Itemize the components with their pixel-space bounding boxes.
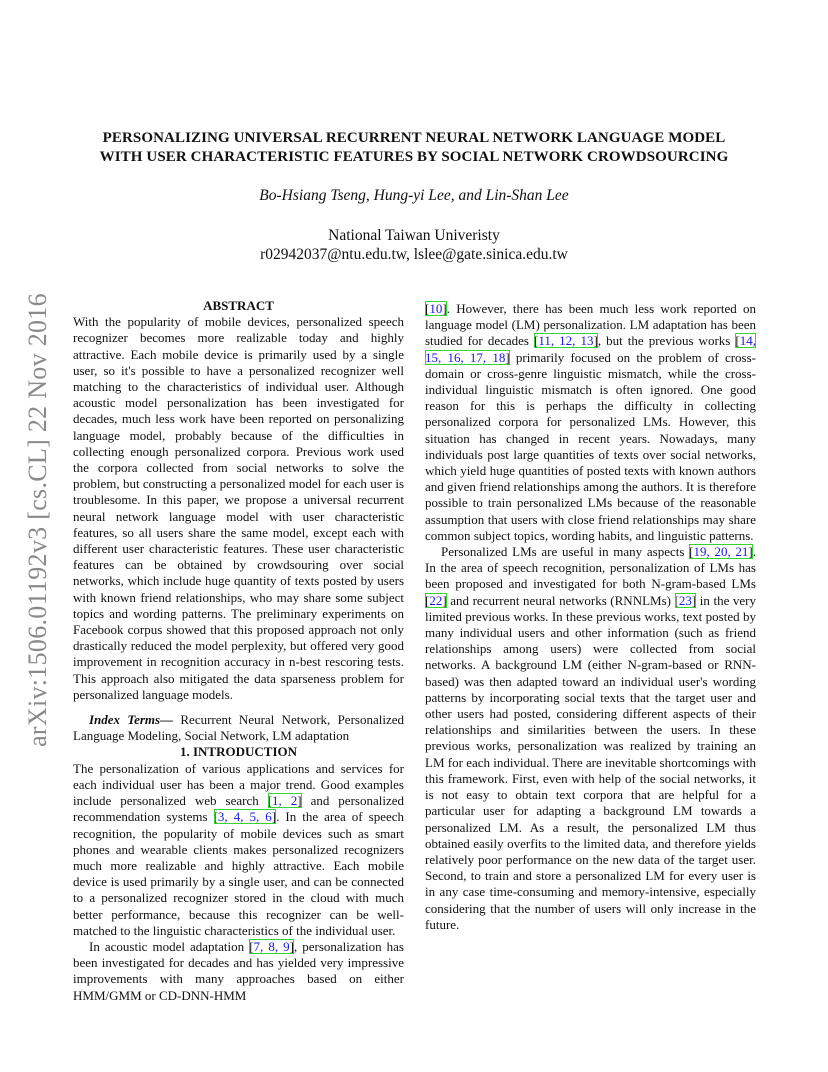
- citation-link[interactable]: [ 14, 15, 16, 17, 18 ]: [425, 333, 756, 364]
- text-run: and personalized recommendation systems: [73, 793, 404, 825]
- intro-paragraph-1: [73, 761, 404, 939]
- citation-link[interactable]: [ 3, 4, 5, 6 ]: [214, 809, 277, 824]
- text-run: . In the area of speech recognition, the popularity of mobile devices such as smart phones and wearable clients makes personalized recognizers much more realizable and highly attractive. Each mobile device is used primarily by a single user, and can be connected to a personalized recognizer stored in the cloud with much better performance, because this recognizer can be well-matched to the linguistic characteristics of the individual user.: [73, 809, 405, 938]
- citation-link[interactable]: [ 19, 20, 21 ]: [689, 544, 753, 559]
- text-run: . In the area of speech recognition, personalization of LMs has been proposed and investigated for both N-gram-based LMs: [425, 544, 757, 592]
- paper-title: [70, 129, 758, 167]
- arxiv-stamp: [20, 280, 56, 760]
- intro-paragraph-2-start: [73, 939, 404, 1004]
- citation-link[interactable]: [ 23 ]: [675, 593, 697, 608]
- abstract-heading: ABSTRACT: [203, 298, 274, 313]
- title-line-2: WITH USER CHARACTERISTIC FEATURES BY SOCIAL NETWORK CROWDSOURCING: [99, 149, 729, 165]
- abstract-text: With the popularity of mobile devices, personalized speech recognizer becomes more realizable today and highly attractive. Each mobile device is primarily used by a single user, so it's possible to have a personalized recognizer well matching to the characteristics of individual user. Although acoustic model personalization has been investigated for decades, much less work have been reported on personalizing language model, probably because of the difficulties in collecting enough personalized corpora. Previous work used the corpora collected from social networks to solve the problem, but constructing a personalized model for each user is troublesome. In this paper, we propose a universal recurrent neural network language model with user characteristic features, so all users share the same model, except each with different user characteristic features. These user characteristic features can be obtained by crowdsouring over social networks, which include huge quantity of texts posted by users with known friend relationships, who may share some subject topics and wording patterns. The preliminary experiments on Facebook corpus showed that this proposed approach not only drastically reduced the model perplexity, but offered very good improvement in recognition accuracy in n-best rescoring tests. This approach also mitigated the data sparseness problem for personalized language models.: [73, 314, 404, 702]
- text-run: primarily focused on the problem of cross-domain or cross-genre linguistic mismatch, while the cross-individual linguistic mismatch is often ignored. One good reason for this is perhaps the difficulty in collecting personalized corpora for personalized LMs. However, this situation has changed in recent years. Nowadays, many individuals post large quantities of texts over social networks, which yield huge quantities of posted texts with known authors and given friend relationships among the authors. It is therefore possible to train personalized LMs because of the reasonable assumption that users with close friend relationships may share common subject topics, wording habits, and linguistic patterns.: [425, 349, 756, 543]
- intro-heading: 1. INTRODUCTION: [179, 744, 297, 760]
- emails: r02942037@ntu.edu.tw, lslee@gate.sinica.edu.tw: [260, 246, 568, 263]
- text-run: In acoustic model adaptation: [89, 938, 250, 954]
- citation-link[interactable]: [ 1, 2 ]: [268, 793, 302, 808]
- citation-link[interactable]: [ 7, 8, 9 ]: [249, 939, 294, 954]
- text-run: The personalization of various applications and services for each individual user has been a major trend. Good examples include personalized web search: [73, 760, 404, 809]
- text-run: Personalized LMs are useful in many aspects: [441, 544, 690, 560]
- text-run: , personalization has been investigated for decades and has yielded very impressive improvements with many approaches based on either HMM/GMM or CD-DNN-HMM: [73, 938, 404, 1003]
- text-run: and recurrent neural networks (RNNLMs): [446, 592, 675, 608]
- affiliation: National Taiwan Univeristy: [328, 227, 500, 244]
- arxiv-id: arXiv:1506.01192v3 [cs.CL] 22 Nov 2016: [23, 293, 52, 747]
- authors: Bo-Hsiang Tseng, Hung-yi Lee, and Lin-Shan Lee: [259, 187, 569, 204]
- intro-paragraph-2-cont: [425, 301, 756, 544]
- right-column: [425, 301, 756, 933]
- text-run: . However, there has been much less work reported on language model (LM) personalization. LM adaptation has been studied for decades: [425, 301, 756, 349]
- text-run: in the very limited previous works. In these previous works, text posted by many individual users and other information (such as friend relationships among users) were collected from social networks. A background LM (either N-gram-based or RNN-based) was then adapted toward an individual user's wording patterns by incorporating social texts that the target user and other users had posted, considering different aspects of their relationships and similarities between the users. In these previous works, personalization was realized by training an LM for each individual. There are inevitable shortcomings with this framework. First, even with help of the social networks, it is not easy to obtain text corpora that are helpful for a particular user for adapting a background LM towards a personalized LM. As a result, the personalized LM thus obtained easily overfits to the limited data, and therefore yields relatively poor performance on the new data of the target user. Second, to train and store a personalized LM for every user is in any case time-consuming and memory-intensive, especially considering that the number of users will only increase in the future.: [425, 592, 757, 932]
- index-terms-text: Recurrent Neural Network, Personalized Language Modeling, Social Network, LM adaptation: [73, 712, 404, 744]
- title-line-1: PERSONALIZING UNIVERSAL RECURRENT NEURAL NETWORK LANGUAGE MODEL: [102, 130, 726, 146]
- left-column: [73, 298, 404, 1004]
- intro-paragraph-3: [425, 544, 756, 933]
- index-terms-label: Index Terms—: [89, 712, 174, 728]
- citation-link[interactable]: [ 22 ]: [425, 593, 447, 608]
- index-terms: [73, 712, 404, 744]
- affiliation-block: [70, 226, 758, 264]
- citation-link[interactable]: [ 11, 12, 13 ]: [534, 333, 598, 348]
- text-run: , but the previous works: [597, 333, 736, 349]
- citation-link[interactable]: [ 10 ]: [425, 301, 447, 316]
